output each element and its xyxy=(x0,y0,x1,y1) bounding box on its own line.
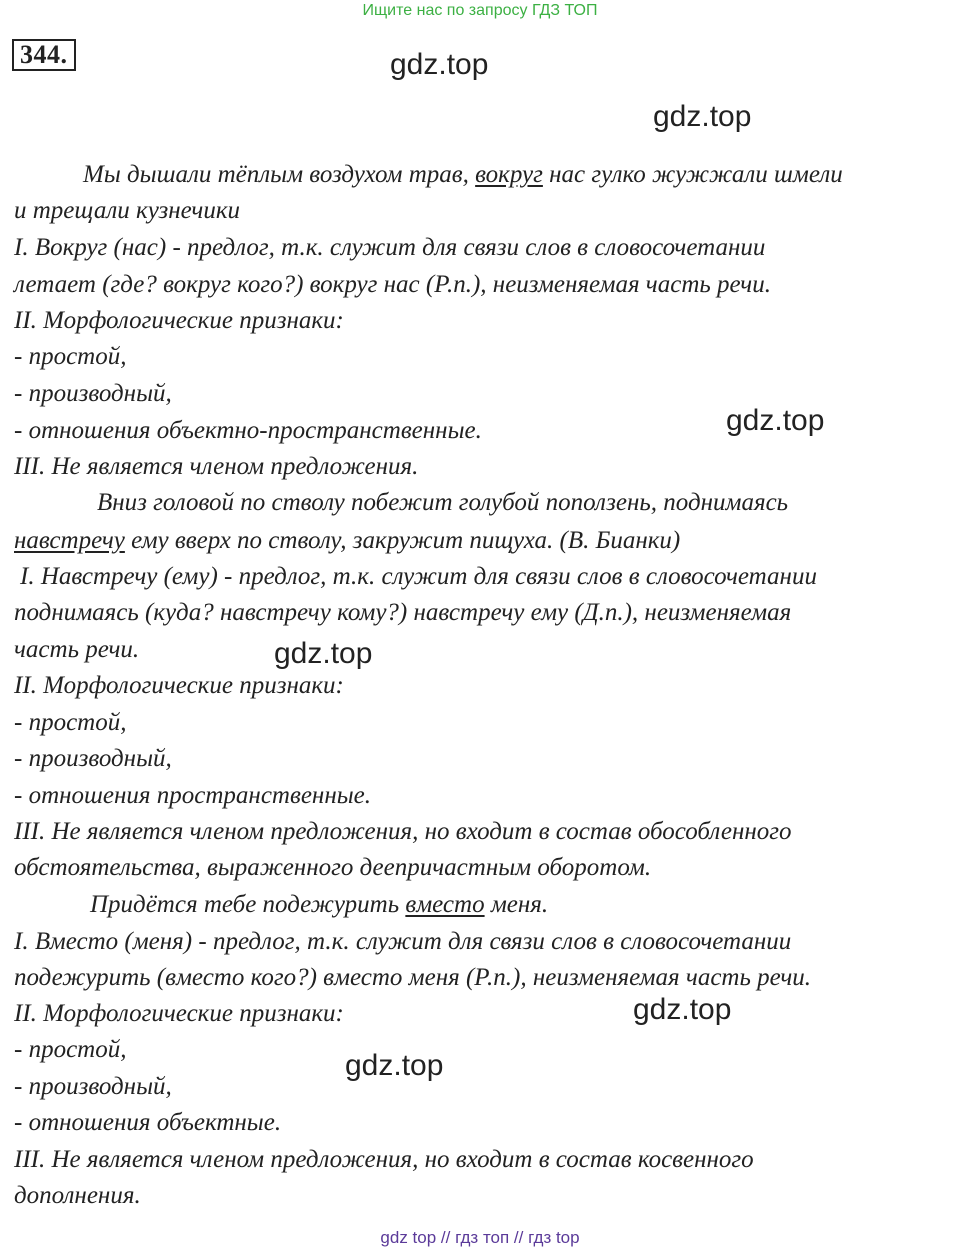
text-segment: I. Вместо (меня) - предлог, т.к. служит для связи слов в словосочетании xyxy=(14,928,792,955)
text-line xyxy=(14,781,371,811)
text-line xyxy=(14,999,344,1029)
text-segment: часть речи. xyxy=(14,636,140,663)
text-segment: III. Не является членом предложения, но входит в состав косвенного xyxy=(14,1146,754,1173)
text-line xyxy=(83,160,843,190)
text-segment: - производный, xyxy=(14,1073,172,1100)
text-segment: - простой, xyxy=(14,343,127,370)
text-line xyxy=(20,562,817,592)
text-segment: обстоятельства, выраженного деепричастным оборотом. xyxy=(14,854,652,881)
text-line xyxy=(14,708,126,738)
text-segment: дополнения. xyxy=(14,1182,141,1209)
text-segment: подежурить (вместо кого?) вместо меня (Р.п.), неизменяемая часть речи. xyxy=(14,964,812,991)
task-number-box: 344. xyxy=(12,39,76,71)
text-segment: II. Морфологические признаки: xyxy=(14,672,344,699)
text-line xyxy=(14,927,791,957)
text-line xyxy=(14,853,651,883)
text-line xyxy=(14,1181,141,1211)
text-line xyxy=(97,488,788,518)
text-segment: ему вверх по стволу, закружит пищуха. (В. Бианки) xyxy=(124,527,681,554)
text-line xyxy=(14,1072,172,1102)
text-line xyxy=(14,196,240,226)
text-segment: - простой, xyxy=(14,1036,127,1063)
text-line xyxy=(14,671,344,701)
text-segment: - простой, xyxy=(14,709,127,736)
text-line xyxy=(14,306,344,336)
footer-links[interactable]: gdz top // гдз топ // гдз top xyxy=(380,1228,580,1247)
text-segment: III. Не является членом предложения. xyxy=(14,453,419,480)
text-segment: меня. xyxy=(484,891,549,918)
text-segment: II. Морфологические признаки: xyxy=(14,307,344,334)
text-segment: нас гулко жужжали шмели xyxy=(542,161,843,188)
text-segment: - отношения пространственные. xyxy=(14,782,372,809)
top-banner-link[interactable]: Ищите нас по запросу ГДЗ ТОП xyxy=(362,2,598,19)
underlined-preposition: вокруг xyxy=(475,161,543,188)
text-line xyxy=(14,598,791,628)
text-segment: - производный, xyxy=(14,745,172,772)
underlined-preposition: вместо xyxy=(405,891,485,918)
watermark: gdz.top xyxy=(726,404,825,437)
text-segment: Придётся тебе подежурить xyxy=(90,891,406,918)
text-segment: - производный, xyxy=(14,380,172,407)
text-line xyxy=(14,416,482,446)
text-segment: поднимаясь (куда? навстречу кому?) навстречу ему (Д.п.), неизменяемая xyxy=(14,599,792,626)
text-line xyxy=(14,342,126,372)
text-line xyxy=(14,635,139,665)
text-segment: и трещали кузнечики xyxy=(14,197,241,224)
text-line xyxy=(14,963,811,993)
text-segment: Мы дышали тёплым воздухом трав, xyxy=(83,161,476,188)
text-segment: I. Вокруг (нас) - предлог, т.к. служит для связи слов в словосочетании xyxy=(14,234,766,261)
text-segment: - отношения объектно-пространственные. xyxy=(14,417,482,444)
text-segment: III. Не является членом предложения, но входит в состав обособленного xyxy=(14,818,792,845)
text-line xyxy=(14,1145,754,1175)
text-segment: Вниз головой по стволу побежит голубой поползень, поднимаясь xyxy=(97,489,789,516)
watermark: gdz.top xyxy=(633,993,732,1026)
text-segment: - отношения объектные. xyxy=(14,1109,282,1136)
text-line xyxy=(14,817,792,847)
text-line xyxy=(14,270,771,300)
text-line xyxy=(14,744,172,774)
text-line xyxy=(14,526,680,556)
text-segment: летает (где? вокруг кого?) вокруг нас (Р.п.), неизменяемая часть речи. xyxy=(14,271,771,298)
watermark: gdz.top xyxy=(390,48,489,81)
watermark: gdz.top xyxy=(345,1049,444,1082)
text-line xyxy=(14,379,172,409)
watermark: gdz.top xyxy=(274,637,373,670)
text-line xyxy=(90,890,548,920)
text-line xyxy=(14,1108,281,1138)
underlined-preposition: навстречу xyxy=(14,527,125,554)
text-line xyxy=(14,452,418,482)
text-segment: II. Морфологические признаки: xyxy=(14,1000,344,1027)
text-segment: I. Навстречу (ему) - предлог, т.к. служит для связи слов в словосочетании xyxy=(20,563,817,590)
text-line xyxy=(14,1035,126,1065)
watermark: gdz.top xyxy=(653,100,752,133)
text-line xyxy=(14,233,765,263)
